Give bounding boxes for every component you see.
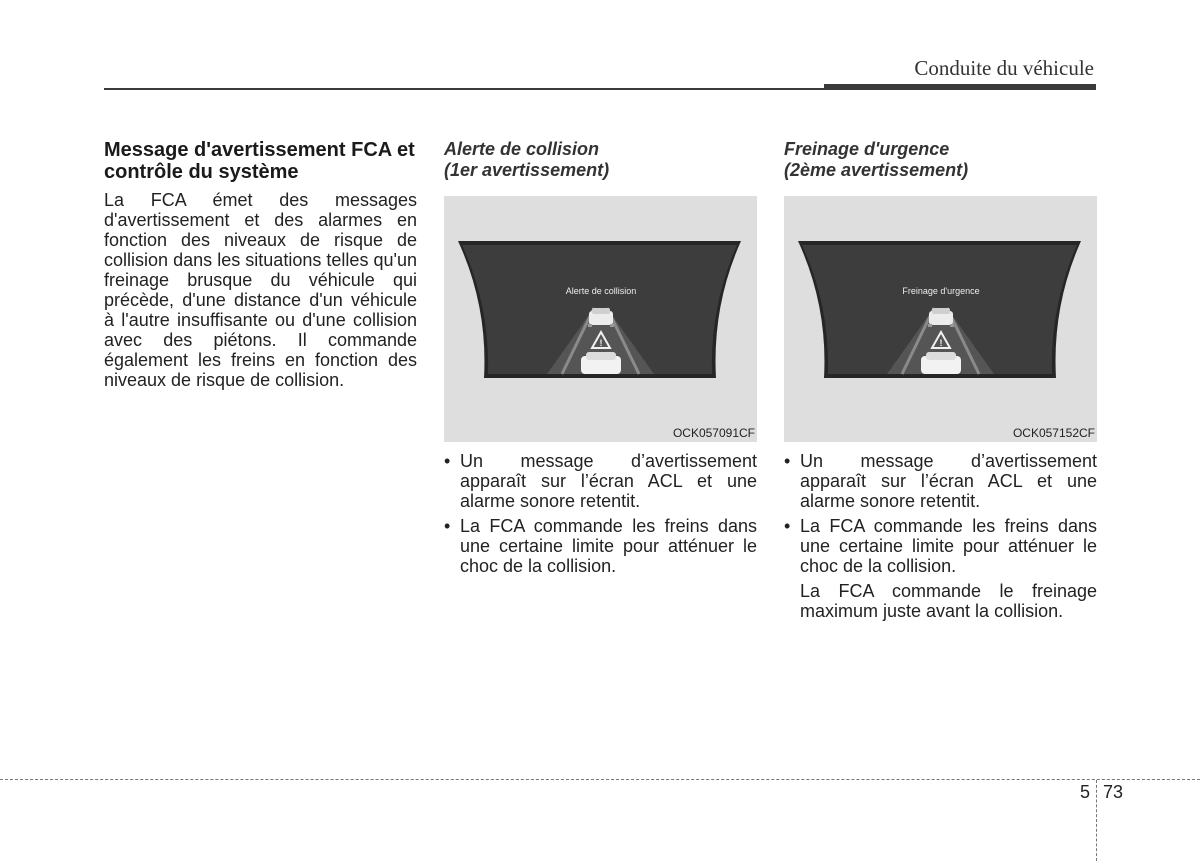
second-warning-figure	[784, 196, 1097, 442]
section-heading: Message d'avertissement FCA et contrôle du système	[104, 139, 415, 183]
first-warning-figure	[444, 196, 757, 442]
bullet-icon: •	[444, 516, 451, 536]
bullet-icon: •	[444, 451, 451, 471]
list-item: • Un message d’avertissement apparaît sur l’écran ACL et une alarme sonore retentit.	[444, 451, 757, 511]
bullet-icon: •	[784, 516, 791, 536]
list-item: • Un message d’avertissement apparaît sur l’écran ACL et une alarme sonore retentit.	[784, 451, 1097, 511]
second-warning-extra: La FCA commande le freinage maximum juste avant la collision.	[800, 581, 1097, 621]
header-rule	[104, 88, 824, 90]
second-warning-bullets	[784, 451, 1097, 581]
list-item: • La FCA commande les freins dans une certaine limite pour atténuer le choc de la collision.	[784, 516, 1097, 576]
cluster-display-illustration	[444, 196, 757, 442]
second-warning-heading-line1: Freinage d'urgence	[784, 139, 950, 159]
footer-divider	[0, 779, 1200, 780]
screen-message: Alerte de collision	[565, 286, 637, 296]
section-body: La FCA émet des messages d'avertissement et des alarmes en fonction des niveaux de risque de collision dans les situations telles qu'un freinage brusque du véhicule qui précède, d'une distance d'un véhicule à l'autre insuffisante ou d'une collision avec des piétons. Il commande également les freins en fonction des niveaux de risque de collision.	[104, 190, 417, 390]
chapter-number: 5	[1080, 782, 1091, 802]
list-item: • La FCA commande les freins dans une certaine limite pour atténuer le choc de la collision.	[444, 516, 757, 576]
first-warning-column	[444, 139, 757, 181]
first-warning-heading-line2: (1er avertissement)	[444, 160, 610, 180]
footer-vertical-divider	[1096, 780, 1097, 861]
intro-column	[104, 139, 417, 390]
second-warning-column	[784, 139, 1097, 181]
header-rule-accent	[824, 84, 1096, 90]
cluster-display-illustration	[784, 196, 1097, 442]
page-number: 73	[1103, 782, 1124, 802]
first-warning-bullets	[444, 451, 757, 581]
svg-text:!: !	[939, 338, 943, 348]
screen-message: Freinage d'urgence	[902, 286, 980, 296]
first-warning-heading-line1: Alerte de collision	[444, 139, 600, 159]
figure-code: OCK057091CF	[672, 426, 755, 440]
second-warning-heading-line2: (2ème avertissement)	[784, 160, 969, 180]
bullet-icon: •	[784, 451, 791, 471]
figure-code: OCK057152CF	[1012, 426, 1095, 440]
page-header-title: Conduite du véhicule	[914, 56, 1094, 80]
svg-text:!: !	[599, 338, 603, 348]
